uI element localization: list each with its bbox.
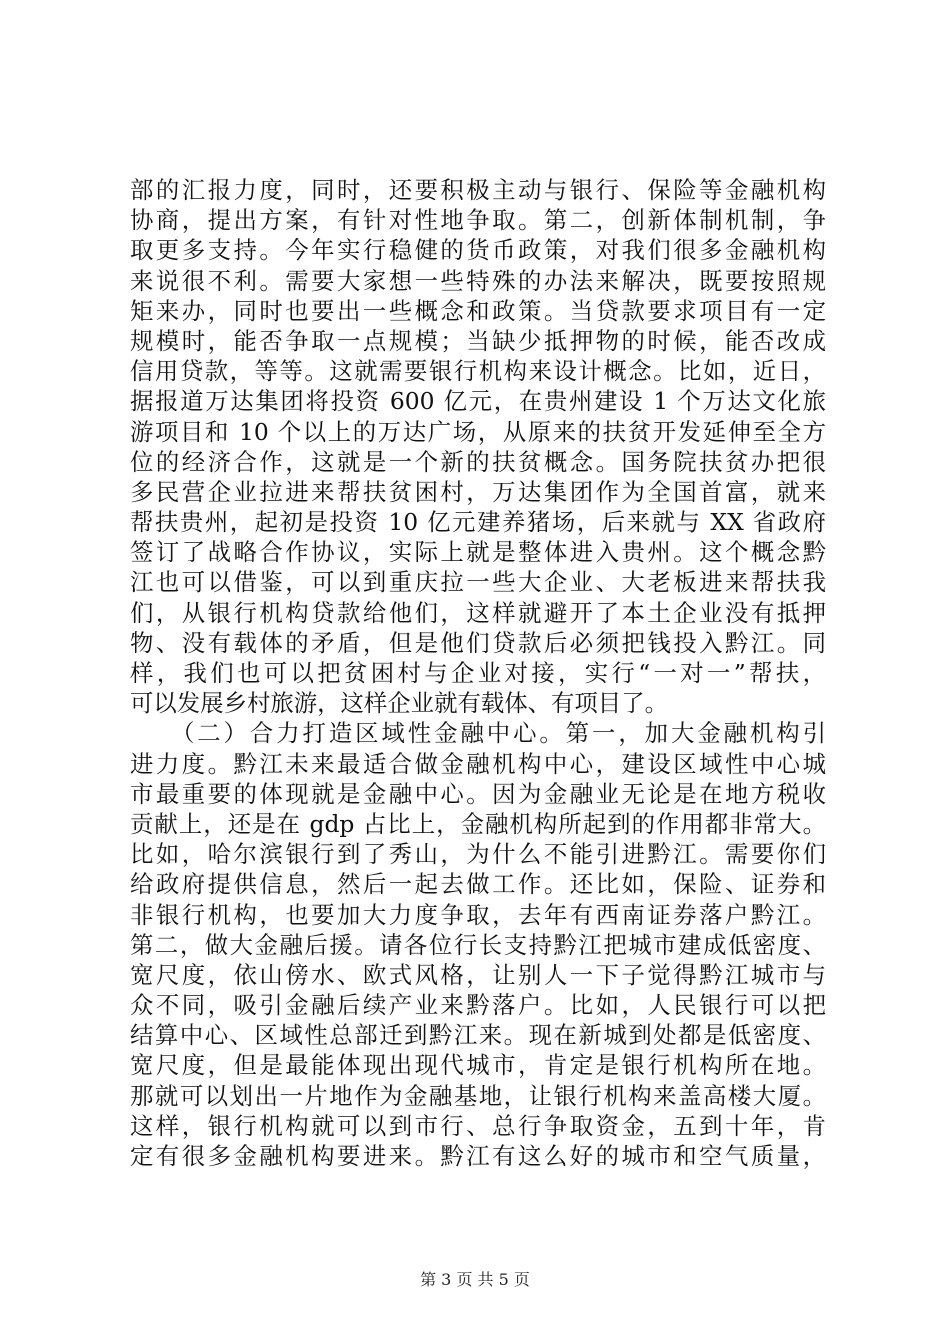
text-line: 规模时，能否争取一点规模；当缺少抵押物的时候，能否改成 [130,326,826,355]
text-line: 比如，哈尔滨银行到了秀山，为什么不能引进黔江。需要你们 [130,840,826,869]
text-line: 那就可以划出一片地作为金融基地，让银行机构来盖高楼大厦。 [130,1081,826,1110]
text-line: 样，我们也可以把贫困村与企业对接，实行“一对一”帮扶， [130,659,826,687]
text-line: 矩来办，同时也要出一些概念和政策。当贷款要求项目有一定 [130,296,826,325]
text-line: 贡献上，还是在 gdp 占比上，金融机构所起到的作用都非常大。 [130,809,826,838]
text-line: 给政府提供信息，然后一起去做工作。还比如，保险、证券和 [130,870,826,899]
text-line: 信用贷款，等等。这就需要银行机构来设计概念。比如，近日， [130,357,826,386]
text-line: 可以发展乡村旅游，这样企业就有载体、有项目了。 [130,689,668,718]
text-line: 众不同，吸引金融后续产业来黔落户。比如，人民银行可以把 [130,991,826,1020]
text-line: 来说很不利。需要大家想一些特殊的办法来解决，既要按照规 [130,266,826,295]
page-number-footer: 第 3 页 共 5 页 [420,1270,530,1289]
text-line: 物、没有载体的矛盾，但是他们贷款后必须把钱投入黔江。同 [130,628,826,657]
text-line: 结算中心、区域性总部迁到黔江来。现在新城到处都是低密度、 [130,1021,826,1050]
text-line: 市最重要的体现就是金融中心。因为金融业无论是在地方税收 [130,779,826,808]
text-line: 位的经济合作，这就是一个新的扶贫概念。国务院扶贫办把很 [130,447,826,476]
text-line: 帮扶贵州，起初是投资 10 亿元建养猪场，后来就与 XX 省政府 [130,508,826,537]
text-line: 定有很多金融机构要进来。黔江有这么好的城市和空气质量， [130,1142,826,1170]
text-line: 非银行机构，也要加大力度争取，去年有西南证券落户黔江。 [130,900,826,929]
text-line: 部的汇报力度，同时，还要积极主动与银行、保险等金融机构 [130,176,826,204]
text-line: 江也可以借鉴，可以到重庆拉一些大企业、大老板进来帮扶我 [130,568,826,597]
text-line: 们，从银行机构贷款给他们，这样就避开了本土企业没有抵押 [130,598,826,627]
text-line: 协商，提出方案，有针对性地争取。第二，创新体制机制，争 [130,206,826,235]
text-line: 第二，做大金融后援。请各位行长支持黔江把城市建成低密度、 [130,930,826,959]
text-line: 取更多支持。今年实行稳健的货币政策，对我们很多金融机构 [130,236,826,265]
text-line: 进力度。黔江未来最适合做金融机构中心，建设区域性中心城 [130,749,826,778]
text-line: 多民营企业拉进来帮扶贫困村，万达集团作为全国首富，就来 [130,477,826,506]
body-text [130,175,826,1171]
text-line: 游项目和 10 个以上的万达广场，从原来的扶贫开发延伸至全方 [130,417,826,446]
text-line: （二）合力打造区域性金融中心。第一，加大金融机构引 [130,719,826,748]
text-line: 宽尺度，但是最能体现出现代城市，肯定是银行机构所在地。 [130,1051,826,1080]
text-line: 这样，银行机构就可以到市行、总行争取资金，五到十年，肯 [130,1111,826,1140]
text-line: 宽尺度，依山傍水、欧式风格，让别人一下子觉得黔江城市与 [130,960,826,989]
text-line: 据报道万达集团将投资 600 亿元，在贵州建设 1 个万达文化旅 [130,387,826,416]
text-line: 签订了战略合作协议，实际上就是整体进入贵州。这个概念黔 [130,538,826,567]
